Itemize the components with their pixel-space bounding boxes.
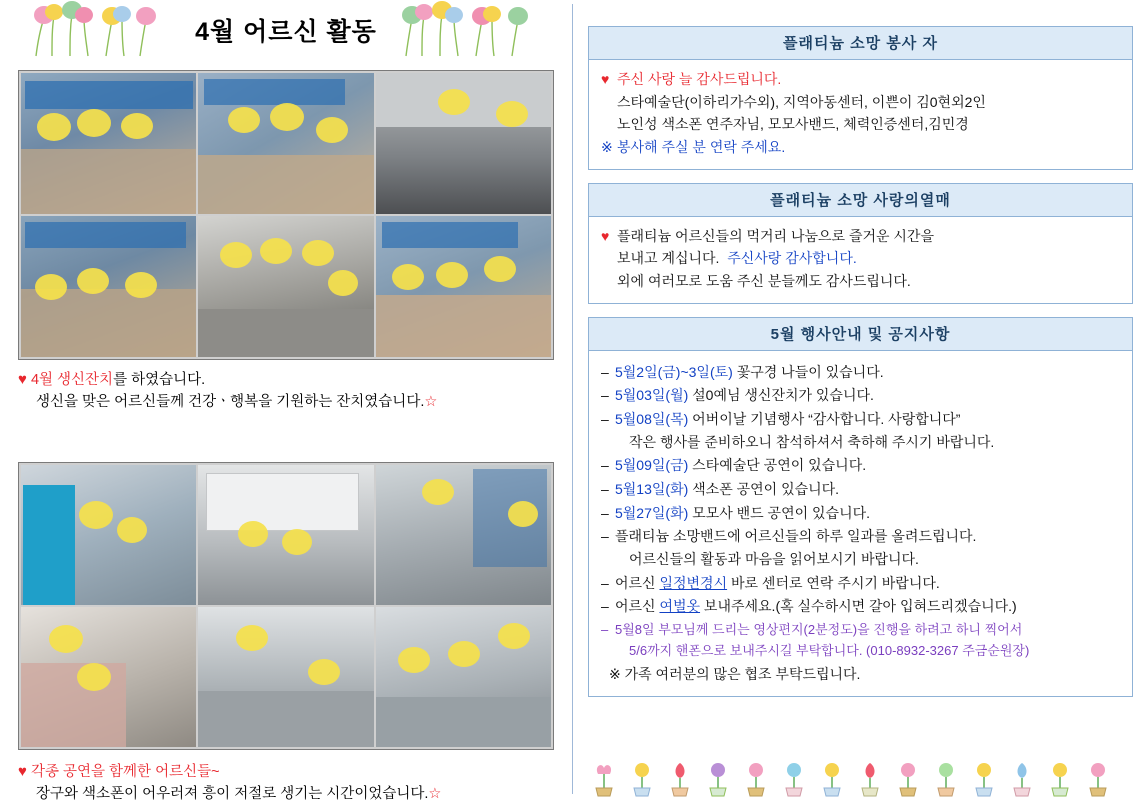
dash-icon: –: [601, 574, 609, 591]
notice-8-underline: 여벌옷: [659, 598, 701, 615]
heart-icon: ♥: [601, 227, 610, 244]
notice-3-text: 스타예술단 공연이 있습니다.: [688, 457, 867, 474]
volunteer-line-3: 노인성 색소폰 연주자님, 모모사밴드, 체력인증센터,김민경: [617, 116, 969, 133]
notice-7-underline: 일정변경시: [659, 574, 728, 591]
photo: [21, 465, 196, 605]
volunteer-line-1: 주신 사랑 늘 감사드립니다.: [617, 71, 782, 87]
star-icon: ☆: [428, 786, 442, 803]
notice-5-date: 5월27일(화): [615, 504, 689, 521]
photo-collage-birthday: [18, 70, 554, 360]
dash-icon: –: [601, 598, 609, 615]
panel-love-fruit-title: 플래티늄 소망 사랑의열매: [589, 184, 1132, 217]
panel-volunteers-title: 플래티늄 소망 봉사 자: [589, 27, 1132, 60]
page-title: 4월 어르신 활동: [195, 18, 377, 46]
dash-icon: –: [601, 363, 609, 380]
photo: [21, 607, 196, 747]
column-divider: [572, 4, 573, 794]
text-line: [601, 136, 1120, 159]
notice-item: [601, 525, 1120, 570]
notice-item: [601, 502, 1120, 525]
heart-icon: ♥: [18, 371, 27, 388]
notice-6-text: 플래티늄 소망밴드에 어르신들의 하루 일과를 올려드립니다.: [615, 528, 977, 545]
caption-birthday: [18, 368, 437, 414]
notice-item: – 어르신 여벌옷 보내주세요.(혹 실수하시면 갈아 입혀드리겠습니다.): [601, 595, 1120, 618]
love-line-2: [617, 247, 1120, 270]
notice-item: [601, 361, 1120, 384]
caption-top-rest: 를 하였습니다.: [113, 372, 206, 388]
dash-icon: –: [601, 622, 609, 638]
dash-icon: –: [601, 504, 609, 521]
photo: [198, 465, 373, 605]
panel-notice-title: 5월 행사안내 및 공지사항: [589, 318, 1132, 351]
photo: [21, 216, 196, 357]
text-line: [601, 225, 1120, 248]
love-line-3: 외에 여러모로 도움 주신 분들께도 감사드립니다.: [617, 273, 911, 290]
photo: [21, 73, 196, 214]
panel-love-fruit: [588, 183, 1133, 304]
notice-1-date: 5월03일(월): [615, 387, 689, 404]
notice-9-sub: 5/6까지 핸폰으로 보내주시길 부탁합니다. (010-8932-3267 주금순원장): [629, 643, 1030, 659]
flower-decoration-right-icon: [392, 0, 532, 58]
notice-0-text: 꽃구경 나들이 있습니다.: [732, 363, 884, 380]
notice-4-text: 색소폰 공연이 있습니다.: [688, 481, 840, 498]
notice-2-date: 5월08일(목): [615, 411, 689, 428]
photo: [376, 216, 551, 357]
text-line: [601, 68, 1120, 91]
notice-6-sub: 어르신들의 활동과 마음을 읽어보시기 바랍니다.: [629, 551, 919, 568]
heart-icon: ♥: [601, 71, 610, 87]
photo: [198, 73, 373, 214]
caption-top-red: 4월 생신잔치: [30, 372, 114, 388]
caption-bottom-line2: 장구와 색소폰이 어우러져 흥이 저절로 생기는 시간이었습니다.: [36, 786, 429, 803]
heart-icon: ♥: [18, 763, 27, 780]
volunteer-line-4: 봉사해 주실 분 연락 주세요.: [617, 139, 786, 156]
notice-0-date: 5월2일(금)~3일(토): [615, 363, 733, 380]
right-column: [588, 0, 1133, 710]
notice-footnote: ※ 가족 여러분의 많은 협조 부탁드립니다.: [609, 666, 861, 683]
love-line-2-highlight: 주신사랑 감사합니다.: [727, 250, 857, 267]
photo: [198, 216, 373, 357]
notice-1-text: 설0예님 생신잔치가 있습니다.: [688, 387, 874, 404]
caption-top-line2: 생신을 맞은 어르신들께 건강ㆍ행복을 기원하는 잔치였습니다.: [36, 394, 425, 411]
notice-4-date: 5월13일(화): [615, 481, 689, 498]
panel-volunteers-body: [589, 60, 1132, 169]
notice-item: [601, 384, 1120, 407]
panel-volunteers: [588, 26, 1133, 170]
volunteer-line-2: 스타예술단(이하리가수외), 지역아동센터, 이쁜이 김0현외2인: [617, 93, 986, 110]
caption-performance: [18, 760, 441, 806]
title-band: [0, 0, 572, 62]
photo-collage-performance: [18, 462, 554, 750]
panel-notice: [588, 317, 1133, 697]
notice-item: – 어르신 일정변경시 바로 센터로 연락 주시기 바랍니다.: [601, 572, 1120, 595]
notice-item: [601, 619, 1120, 661]
notice-item: [601, 408, 1120, 453]
dash-icon: –: [601, 457, 609, 474]
notice-2-sub: 작은 행사를 준비하오니 참석하셔서 축하해 주시기 바랍니다.: [629, 433, 995, 450]
notice-5-text: 모모사 밴드 공연이 있습니다.: [688, 504, 871, 521]
asterisk-icon: ※: [601, 139, 613, 156]
love-line-2-plain: 보내고 계십니다.: [617, 250, 728, 267]
notice-3-date: 5월09일(금): [615, 457, 689, 474]
notice-9-text: 5월8일 부모님께 드리는 영상편지(2분정도)을 진행을 하려고 하니 찍어서: [615, 622, 1023, 638]
photo: [376, 607, 551, 747]
panel-notice-body: [589, 351, 1132, 696]
panel-love-fruit-body: [589, 217, 1132, 303]
dash-icon: –: [601, 411, 609, 428]
notice-item: [601, 454, 1120, 477]
dash-icon: –: [601, 528, 609, 545]
caption-bottom-red: 각종 공연을 함께한 어르신들~: [30, 764, 220, 780]
photo: [198, 607, 373, 747]
star-icon: ☆: [424, 394, 438, 411]
notice-item: [601, 478, 1120, 501]
love-line-1: 플래티늄 어르신들의 먹거리 나눔으로 즐거운 시간을: [617, 227, 934, 244]
photo: [376, 73, 551, 214]
left-column: [0, 0, 572, 803]
notice-2-text: 어버이날 기념행사 “감사합니다. 사랑합니다”: [688, 411, 961, 428]
flower-pot-row-icon: [592, 760, 1130, 798]
dash-icon: –: [601, 387, 609, 404]
photo: [376, 465, 551, 605]
dash-icon: –: [601, 481, 609, 498]
